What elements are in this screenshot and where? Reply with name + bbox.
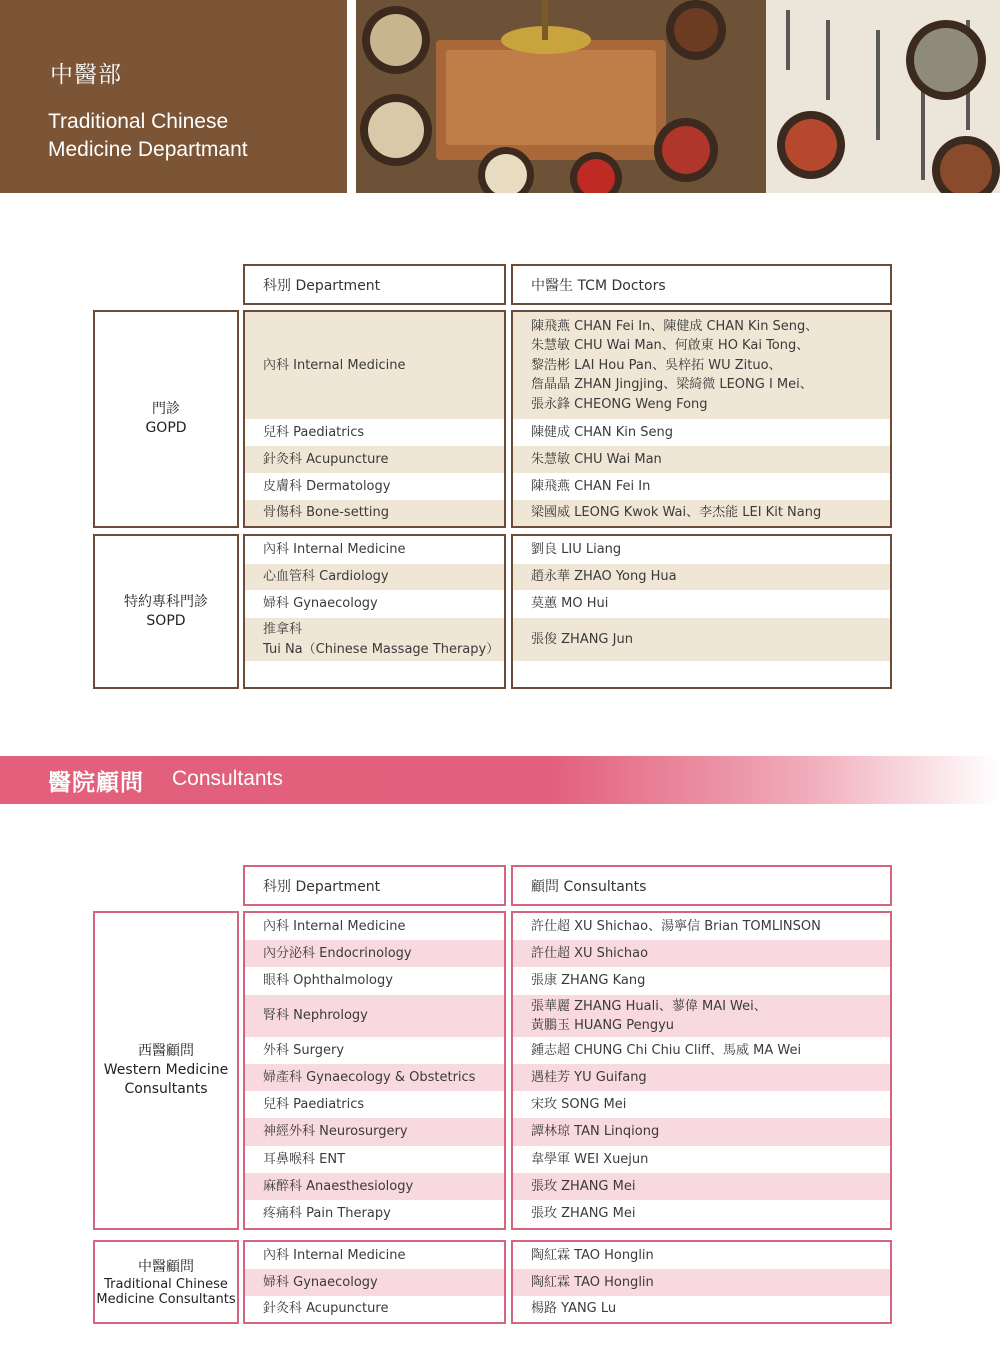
table-row xyxy=(245,913,504,940)
consultant-cell: 許仕超 XU Shichao xyxy=(531,945,649,961)
table-row xyxy=(245,473,504,500)
doctor-cell: 梁國威 LEONG Kwok Wai、李杰能 LEI Kit Nang xyxy=(531,505,822,521)
gopd-dept-column xyxy=(243,310,506,528)
table-row xyxy=(513,1064,890,1091)
dept-cell: 婦產科 Gynaecology & Obstetrics xyxy=(263,1069,476,1085)
dept-cell: 內科 Internal Medicine xyxy=(263,1247,406,1263)
table-row xyxy=(513,967,890,995)
doctor-cell: 朱慧敏 CHU Wai Man xyxy=(531,451,662,467)
consultant-cell: 宋玫 SONG Mei xyxy=(531,1096,627,1112)
dept-cell: 麻醉科 Anaesthesiology xyxy=(263,1178,414,1194)
dept-cell: 內科 Internal Medicine xyxy=(263,357,406,373)
banner-title-zh: 醫院顧問 xyxy=(48,770,144,796)
consultant-line: 張華麗 ZHANG Huali、蓼偉 MAI Wei、 xyxy=(531,998,767,1014)
consultant-line: 黃鵬玉 HUANG Pengyu xyxy=(531,1018,675,1033)
header-panel xyxy=(0,0,347,193)
doctor-cell: 張俊 ZHANG Jun xyxy=(531,631,633,647)
herbal-medicine-illustration xyxy=(356,0,1000,193)
dept-cell: 骨傷科 Bone-setting xyxy=(263,505,390,521)
group-label-en-line: Western Medicine xyxy=(103,1062,229,1078)
table-row xyxy=(245,1118,504,1146)
dept-cell: 內分泌科 Endocrinology xyxy=(263,945,412,961)
doctor-cell: 莫蕙 MO Hui xyxy=(531,596,609,612)
table-row xyxy=(245,419,504,446)
dept-cell: 耳鼻喉科 ENT xyxy=(263,1151,346,1167)
table-row xyxy=(513,995,890,1037)
table-row xyxy=(245,564,504,590)
doctor-cell: 趙永華 ZHAO Yong Hua xyxy=(531,569,677,585)
doctor-cell: 陳健成 CHAN Kin Seng xyxy=(531,424,673,440)
table-row xyxy=(245,1200,504,1228)
dept-cell: 兒科 Paediatrics xyxy=(263,424,365,440)
page-title-en xyxy=(48,108,248,164)
doctor-line: 陳飛燕 CHAN Fei In、陳健成 CHAN Kin Seng、 xyxy=(531,318,819,334)
group-label-en-line: Medicine Consultants xyxy=(96,1291,236,1307)
group-label-en-line: Consultants xyxy=(124,1081,208,1097)
consultant-cell: 張康 ZHANG Kang xyxy=(531,973,646,989)
group-label-zh: 特約專科門診 xyxy=(124,593,208,610)
table-row xyxy=(245,312,504,419)
table-row xyxy=(245,1242,504,1269)
table-row xyxy=(513,500,890,526)
group-label-en: GOPD xyxy=(145,420,187,436)
group-label-en-line: Traditional Chinese xyxy=(104,1276,228,1292)
group-label-en: SOPD xyxy=(146,612,186,629)
western-dept-column xyxy=(243,911,506,1230)
group-label-sopd xyxy=(93,534,239,689)
table-row xyxy=(245,1064,504,1091)
consultant-cell: 陶紅霖 TAO Honglin xyxy=(531,1274,654,1290)
table-row xyxy=(513,618,890,661)
table-row xyxy=(245,500,504,526)
table-row xyxy=(513,473,890,500)
table-row xyxy=(513,590,890,618)
consultant-cell: 韋學軍 WEI Xuejun xyxy=(531,1151,649,1167)
table-row xyxy=(513,564,890,590)
dept-cell: 心血管科 Cardiology xyxy=(263,569,389,585)
table-row xyxy=(245,940,504,967)
western-consultant-column xyxy=(511,911,892,1230)
table-row xyxy=(513,312,890,419)
table-row xyxy=(513,1296,890,1322)
doctor-cell xyxy=(531,317,818,415)
table-row xyxy=(245,618,504,661)
table-row xyxy=(245,1037,504,1064)
table-row xyxy=(513,913,890,940)
dept-cell: 內科 Internal Medicine xyxy=(263,918,406,934)
table-row xyxy=(245,995,504,1037)
group-label-zh: 門診 xyxy=(152,401,180,417)
table-row xyxy=(513,446,890,473)
doctor-line: 張永鋒 CHEONG Weng Fong xyxy=(531,396,708,412)
tcm-consultant-name-column xyxy=(511,1240,892,1324)
dept-cell: 婦科 Gynaecology xyxy=(263,1274,378,1290)
table-row xyxy=(245,967,504,995)
consultant-cell: 許仕超 XU Shichao、湯寧信 Brian TOMLINSON xyxy=(531,918,821,934)
dept-cell xyxy=(263,620,499,659)
table-row xyxy=(245,1146,504,1173)
table-row xyxy=(513,1037,890,1064)
doctor-line: 詹晶晶 ZHAN Jingjing、梁綺微 LEONG I Mei、 xyxy=(531,377,813,393)
consultants-banner xyxy=(0,756,1000,804)
table-row xyxy=(513,940,890,967)
dept-cell: 腎科 Nephrology xyxy=(263,1008,368,1024)
table-row xyxy=(245,1296,504,1322)
dept-cell: 針灸科 Acupuncture xyxy=(263,1301,389,1317)
dept-cell: 皮膚科 Dermatology xyxy=(263,478,391,494)
table-row xyxy=(513,536,890,564)
group-label-tcm-consultants xyxy=(93,1240,239,1324)
doctor-cell: 劉良 LIU Liang xyxy=(531,542,622,558)
doctor-line: 朱慧敏 CHU Wai Man、何啟東 HO Kai Tong、 xyxy=(531,338,810,354)
consultant-cell: 張玫 ZHANG Mei xyxy=(531,1206,636,1222)
table-row xyxy=(513,1269,890,1296)
page-title-en-line2: Medicine Departmant xyxy=(48,138,248,161)
tcm-dept-column-header: 科別 Department xyxy=(243,264,506,305)
dept-cell: 疼痛科 Pain Therapy xyxy=(263,1206,391,1222)
table-row xyxy=(245,590,504,618)
page-title-en-line1: Traditional Chinese xyxy=(48,110,229,133)
consultant-cell: 楊路 YANG Lu xyxy=(531,1301,617,1317)
tcm-doctor-column-header: 中醫生 TCM Doctors xyxy=(511,264,892,305)
doctor-cell: 陳飛燕 CHAN Fei In xyxy=(531,478,651,494)
dept-cell: 婦科 Gynaecology xyxy=(263,596,378,612)
sopd-dept-column xyxy=(243,534,506,689)
group-label-zh: 中醫顧問 xyxy=(138,1258,194,1275)
dept-cell: 兒科 Paediatrics xyxy=(263,1096,365,1112)
consultant-cell xyxy=(531,997,767,1036)
group-label-gopd xyxy=(93,310,239,528)
dept-cell: 眼科 Ophthalmology xyxy=(263,973,393,989)
table-row xyxy=(513,1091,890,1118)
table-row xyxy=(245,1091,504,1118)
consultant-cell: 譚林琼 TAN Linqiong xyxy=(531,1124,660,1140)
table-row xyxy=(513,1242,890,1269)
group-label-western-medicine xyxy=(93,911,239,1230)
dept-cell: 針灸科 Acupuncture xyxy=(263,451,389,467)
table-row xyxy=(513,1200,890,1228)
tcm-consultant-dept-column xyxy=(243,1240,506,1324)
table-row xyxy=(245,536,504,564)
table-row xyxy=(245,1269,504,1296)
table-row xyxy=(513,1173,890,1200)
consultant-cell: 鍾志超 CHUNG Chi Chiu Cliff、馬威 MA Wei xyxy=(531,1042,802,1058)
banner-title-en: Consultants xyxy=(172,767,283,790)
table-row xyxy=(513,1146,890,1173)
dept-cell: 內科 Internal Medicine xyxy=(263,542,406,558)
consultant-cell: 陶紅霖 TAO Honglin xyxy=(531,1247,654,1263)
herbal-medicine-photo xyxy=(356,0,1000,193)
dept-cell: 神經外科 Neurosurgery xyxy=(263,1124,408,1140)
table-row xyxy=(513,419,890,446)
group-label-zh: 西醫顧問 xyxy=(138,1043,194,1059)
consultant-cell: 遇桂芳 YU Guifang xyxy=(531,1069,647,1085)
doctor-line: 黎浩彬 LAI Hou Pan、吳梓拓 WU Zituo、 xyxy=(531,357,782,373)
gopd-doctor-column xyxy=(511,310,892,528)
table-row xyxy=(245,1173,504,1200)
dept-line: Tui Na（Chinese Massage Therapy） xyxy=(263,641,500,657)
page-title-zh: 中醫部 xyxy=(50,62,122,88)
consultant-name-column-header: 顧問 Consultants xyxy=(511,865,892,906)
dept-cell: 外科 Surgery xyxy=(263,1042,345,1058)
table-row xyxy=(245,446,504,473)
table-row xyxy=(513,1118,890,1146)
dept-line: 推拿科 xyxy=(263,622,303,637)
consultant-dept-column-header: 科別 Department xyxy=(243,865,506,906)
consultant-cell: 張玫 ZHANG Mei xyxy=(531,1178,636,1194)
sopd-doctor-column xyxy=(511,534,892,689)
